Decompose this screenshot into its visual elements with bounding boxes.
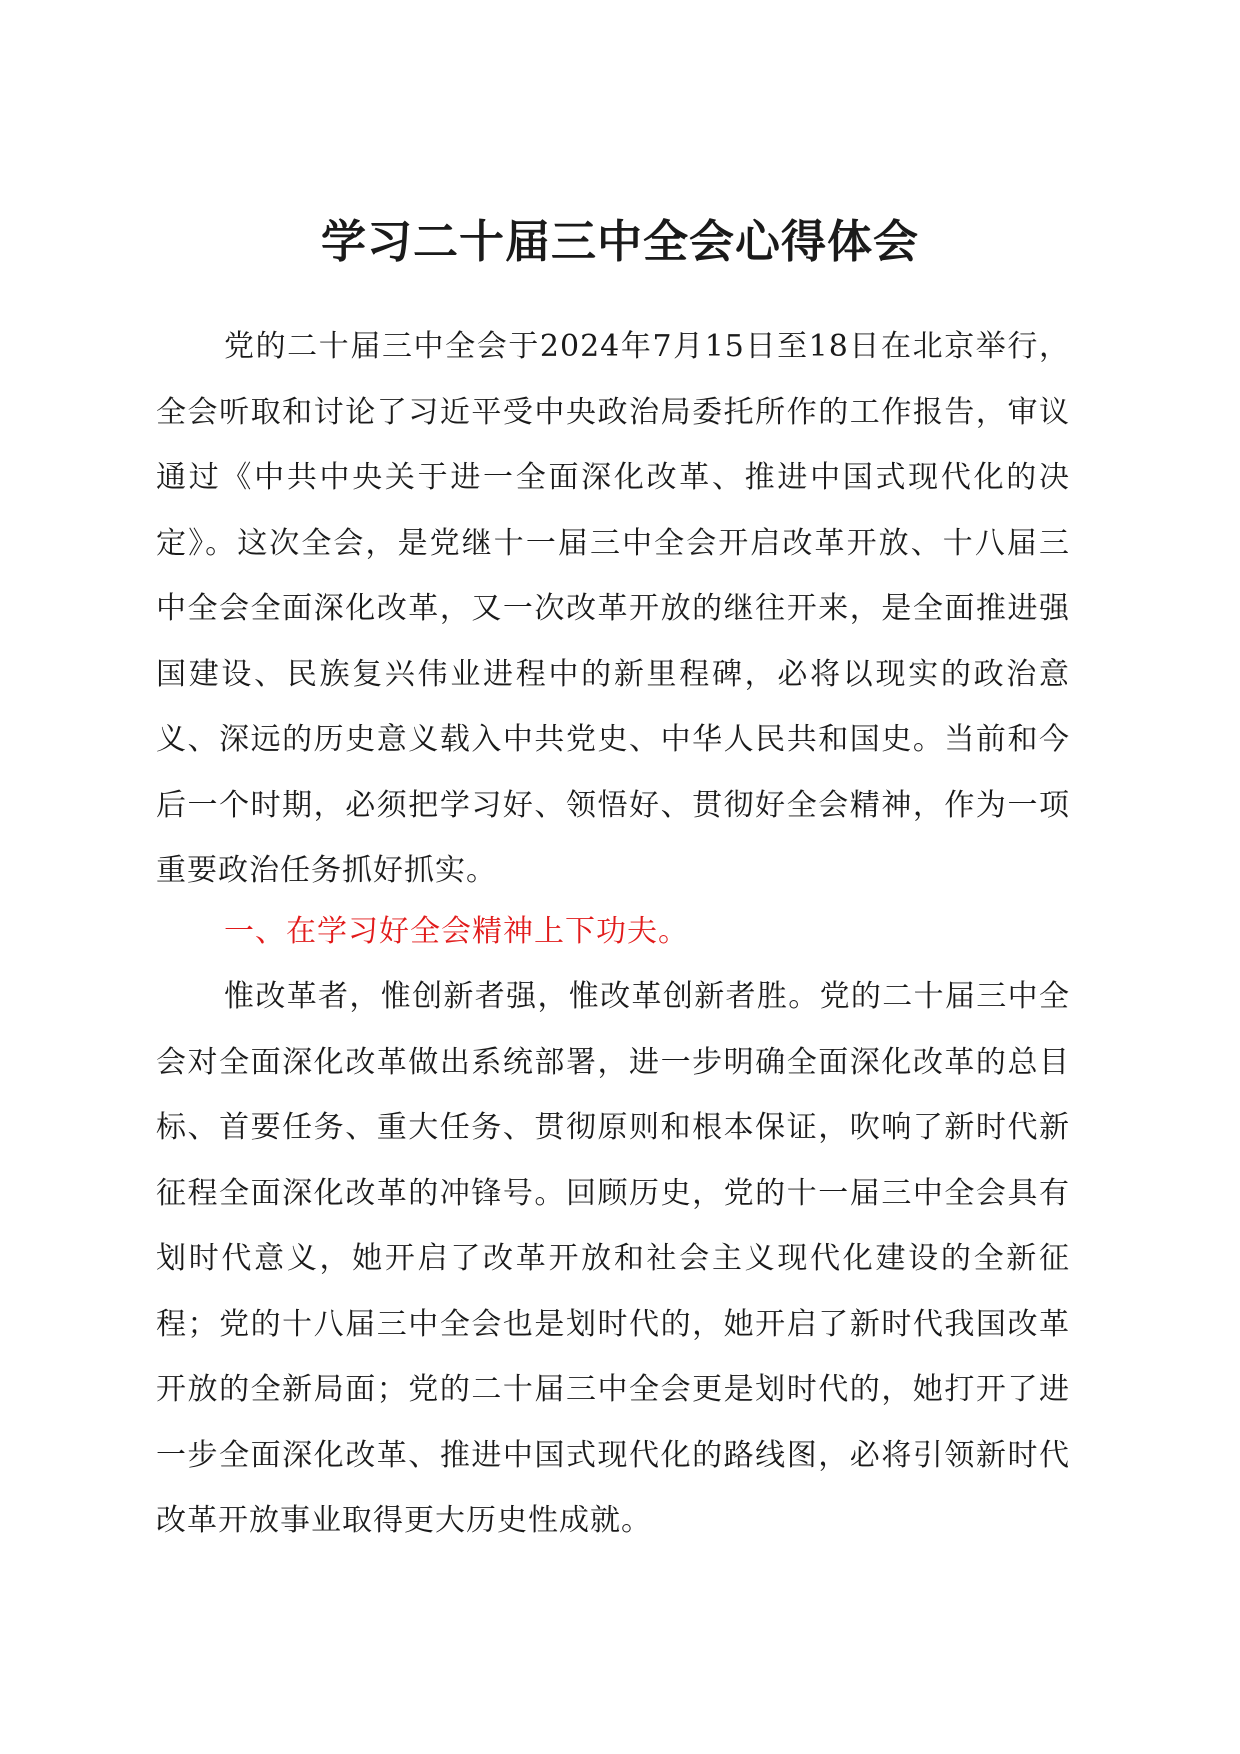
- section-heading-1: 一、在学习好全会精神上下功夫。: [224, 914, 689, 949]
- body-paragraph-1: [156, 314, 1070, 904]
- paragraph-text: 惟改革者，惟创新者强，惟改革创新者胜。党的二十届三中全会对全面深化改革做出系统部署，进一步明确全面深化改革的总目标、首要任务、重大任务、贯彻原则和根本保证，吹响了新时代新征程全面深化改革的冲锋号。回顾历史，党的十一届三中全会具有划时代意义，她开启了改革开放和社会主义现代化建设的全新征程；党的十八届三中全会也是划时代的，她开启了新时代我国改革开放的全新局面；党的二十届三中全会更是划时代的，她打开了进一步全面深化改革、推进中国式现代化的路线图，必将引领新时代改革开放事业取得更大历史性成就。: [156, 979, 1070, 1538]
- body-paragraph-2: [156, 964, 1070, 1554]
- document-title: 学习二十届三中全会心得体会: [320, 215, 919, 268]
- paragraph-text: 党的二十届三中全会于2024年7月15日至18日在北京举行，全会听取和讨论了习近平受中央政治局委托所作的工作报告，审议通过《中共中央关于进一全面深化改革、推进中国式现代化的决定》。这次全会，是党继十一届三中全会开启改革开放、十八届三中全会全面深化改革，又一次改革开放的继往开来，是全面推进强国建设、民族复兴伟业进程中的新里程碑，必将以现实的政治意义、深远的历史意义载入中共党史、中华人民共和国史。当前和今后一个时期，必须把学习好、领悟好、贯彻好全会精神，作为一项重要政治任务抓好抓实。: [156, 329, 1070, 888]
